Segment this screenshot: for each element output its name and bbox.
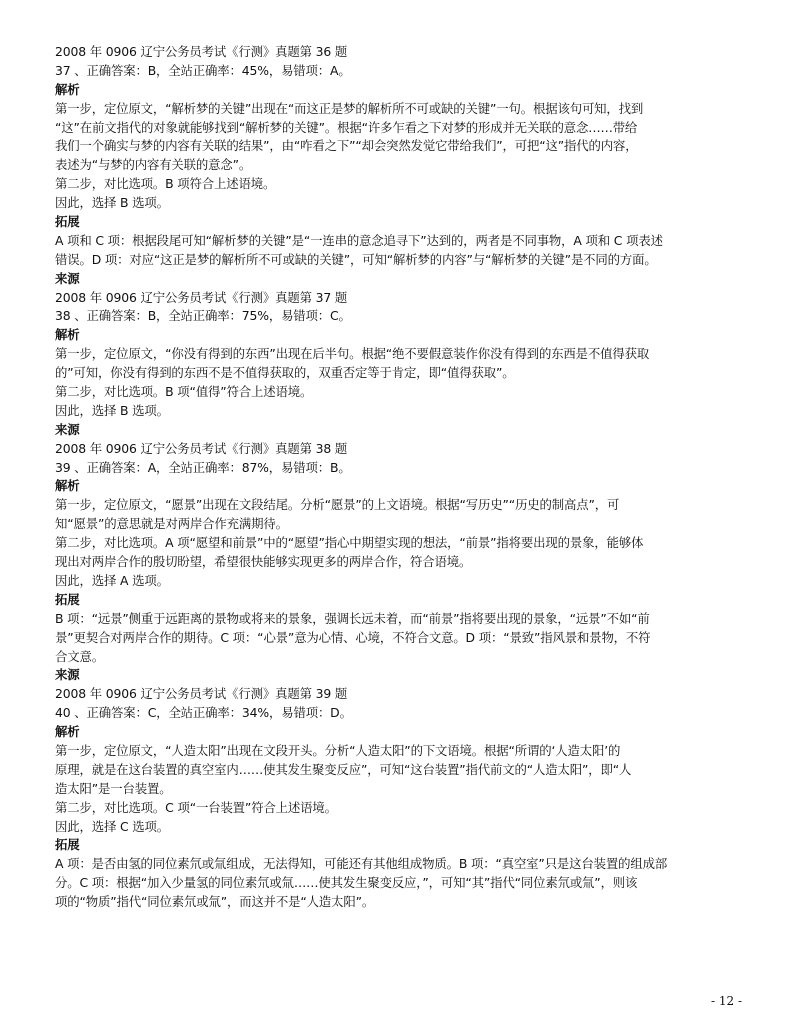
text-line: 第二步，对比选项。A 项“愿望和前景”中的“愿望”指心中期望实现的想法，“前景”指将要出现的景象，能够体 — [55, 535, 644, 551]
text-line: A 项：是否由氢的同位素氘或氚组成，无法得知，可能还有其他组成物质。B 项：“真空室”只是这台装置的组成部 — [55, 856, 668, 872]
text-line: 分。C 项：根据“加入少量氢的同位素氘或氚……使其发生聚变反应，”，可知“其”指代“同位素氘或氚”，则该 — [55, 875, 638, 891]
text-line: 因此，选择 B 选项。 — [55, 402, 169, 418]
document-body — [55, 43, 775, 912]
text-line: 37 、正确答案：B，全站正确率：45%，易错项：A。 — [55, 62, 351, 78]
text-line: 的”可知，你没有得到的东西不是不值得获取的，双重否定等于肯定，即“值得获取”。 — [55, 365, 515, 381]
text-line: 表述为“与梦的内容有关联的意念”。 — [55, 157, 252, 173]
text-line: 2008 年 0906 辽宁公务员考试《行测》真题第 39 题 — [55, 686, 348, 702]
text-line: 造太阳”是一台装置。 — [55, 780, 172, 796]
section-heading: 拓展 — [55, 837, 80, 853]
text-line: 2008 年 0906 辽宁公务员考试《行测》真题第 37 题 — [55, 289, 348, 305]
text-line: 第二步，对比选项。B 项符合上述语境。 — [55, 176, 276, 192]
text-line: 40 、正确答案：C，全站正确率：34%，易错项：D。 — [55, 705, 352, 721]
section-heading: 解析 — [55, 327, 80, 343]
text-line: 第二步，对比选项。B 项“值得”符合上述语境。 — [55, 384, 313, 400]
text-line: 现出对两岸合作的殷切盼望，希望很快能够实现更多的两岸合作，符合语境。 — [55, 554, 472, 570]
text-line: 第二步，对比选项。C 项“一台装置”符合上述语境。 — [55, 799, 337, 815]
text-line: 38 、正确答案：B，全站正确率：75%，易错项：C。 — [55, 308, 351, 324]
text-line: 第一步，定位原文，“你没有得到的东西”出现在后半句。根据“绝不要假意装作你没有得到的东西是不值得获取 — [55, 346, 650, 362]
section-heading: 拓展 — [55, 214, 80, 230]
text-line: 2008 年 0906 辽宁公务员考试《行测》真题第 36 题 — [55, 44, 348, 59]
text-line: 项的“物质”指代“同位素氘或氚”，而这并不是“人造太阳”。 — [55, 894, 375, 910]
text-line: 因此，选择 B 选项。 — [55, 195, 169, 211]
text-line: 第一步，定位原文，“解析梦的关键”出现在“而这正是梦的解析所不可或缺的关键”一句。根据该句可知，找到 — [55, 100, 644, 116]
section-heading: 来源 — [55, 270, 80, 286]
section-heading: 拓展 — [55, 591, 80, 607]
section-heading: 解析 — [55, 724, 80, 740]
text-line: 知“愿景”的意思就是对两岸合作充满期待。 — [55, 516, 288, 532]
text-line: 合文意。 — [55, 648, 104, 664]
section-heading: 来源 — [55, 421, 80, 437]
text-line: 景”更契合对两岸合作的期待。C 项：“心景”意为心情、心境，不符合文意。D 项：“景致”指风景和景物，不符 — [55, 629, 651, 645]
section-heading: 解析 — [55, 81, 80, 97]
text-line: 39 、正确答案：A，全站正确率：87%，易错项：B。 — [55, 459, 351, 475]
text-line: 因此，选择 C 选项。 — [55, 818, 170, 834]
section-heading: 解析 — [55, 478, 80, 494]
text-line: 第一步，定位原文，“愿景”出现在文段结尾。分析“愿景”的上文语境。根据“写历史”“历史的制高点”，可 — [55, 497, 620, 513]
text-line: 错误。D 项：对应“这正是梦的解析所不可或缺的关键”，可知“解析梦的内容”与“解析梦的关键”是不同的方面。 — [55, 251, 657, 267]
text-line: “这”在前文指代的对象就能够找到“解析梦的关键”。根据“许多乍看之下对梦的形成并无关联的意念……带给 — [55, 119, 638, 135]
page-number: - 12 - — [710, 994, 742, 1008]
text-line: A 项和 C 项：根据段尾可知“解析梦的关键”是“一连串的意念追寻下”达到的，两者是不同事物，A 项和 C 项表述 — [55, 232, 663, 248]
text-line: B 项：“远景”侧重于远距离的景物或将来的景象，强调长远未着，而“前景”指将要出现的景象，“远景”不如“前 — [55, 610, 650, 626]
text-line: 我们一个确实与梦的内容有关联的结果”，由“咋看之下”“却会突然发觉它带给我们”，可把“这”指代的内容， — [55, 138, 638, 154]
section-heading: 来源 — [55, 667, 80, 683]
text-line: 因此，选择 A 选项。 — [55, 572, 169, 588]
text-line: 第一步，定位原文，“人造太阳”出现在文段开头。分析“人造太阳”的下文语境。根据“所谓的‘人造太阳’的 — [55, 742, 621, 758]
text-line: 原理，就是在这台装置的真空室内……使其发生聚变反应”，可知“这台装置”指代前文的“人造太阳”，即“人 — [55, 761, 632, 777]
text-line: 2008 年 0906 辽宁公务员考试《行测》真题第 38 题 — [55, 440, 348, 456]
